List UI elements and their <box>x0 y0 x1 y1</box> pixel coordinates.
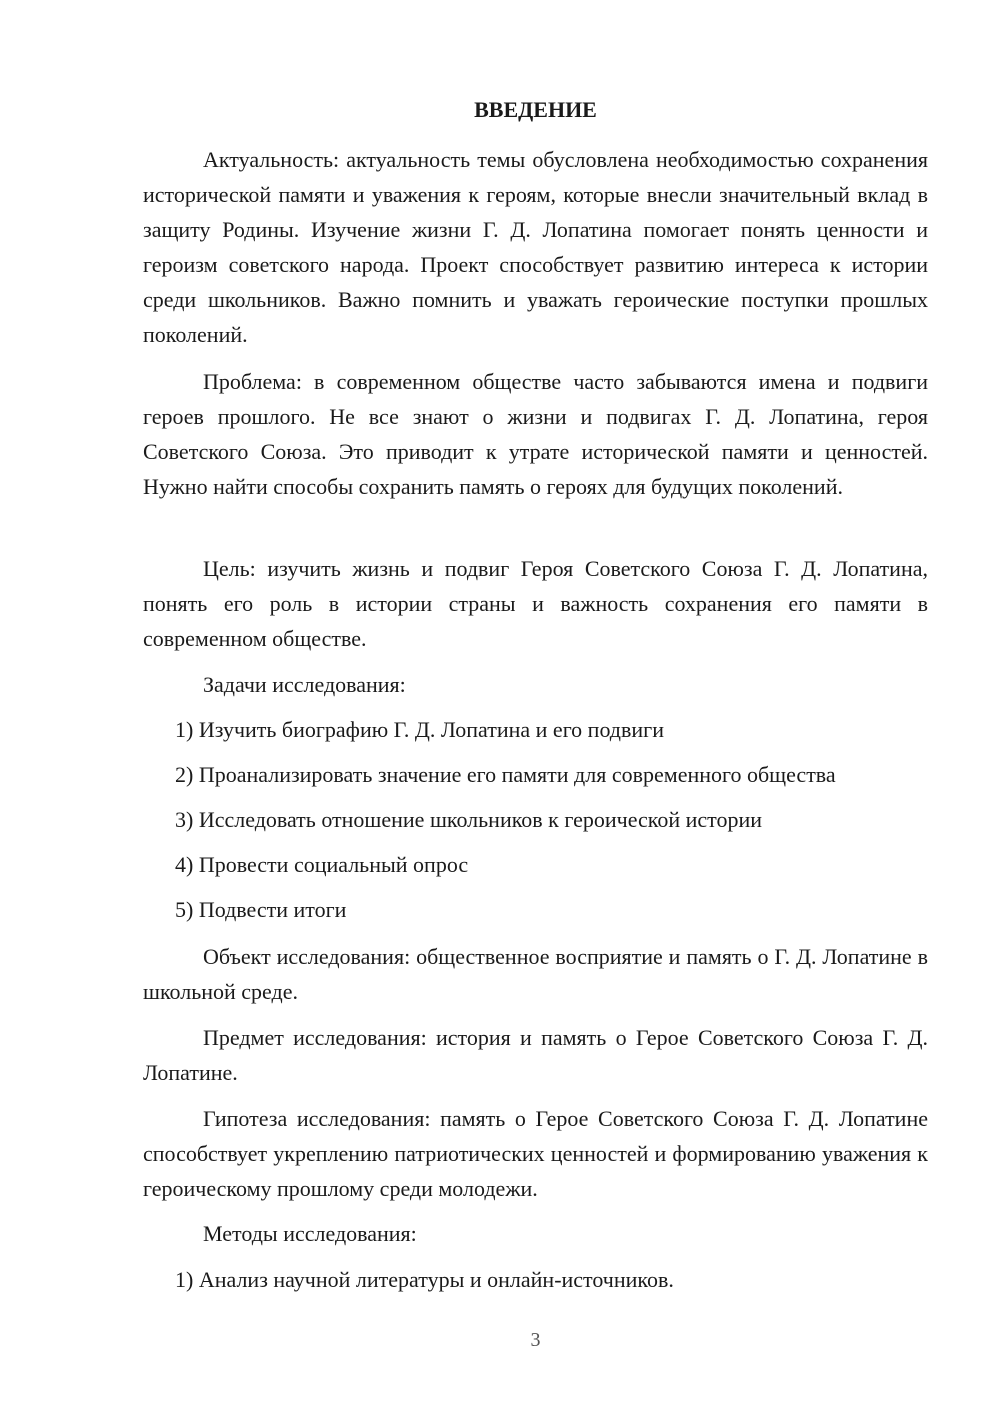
task-item: 4) Провести социальный опрос <box>175 852 469 877</box>
document-page <box>143 0 928 1414</box>
paragraph-hypothesis: Гипотеза исследования: память о Герое Советского Союза Г. Д. Лопатине способствует укреплению патриотических ценностей и формированию уважения к героическому прошлому среди молодежи. <box>143 1106 928 1201</box>
task-item: 2) Проанализировать значение его памяти для современного общества <box>175 762 836 787</box>
method-item: 1) Анализ научной литературы и онлайн-источников. <box>175 1267 674 1292</box>
page-title: ВВЕДЕНИЕ <box>474 97 597 122</box>
task-item: 3) Исследовать отношение школьников к героической истории <box>175 807 763 832</box>
tasks-heading: Задачи исследования: <box>203 672 406 697</box>
paragraph-subject: Предмет исследования: история и память о Герое Советского Союза Г. Д. Лопатине. <box>143 1025 928 1085</box>
task-item: 1) Изучить биографию Г. Д. Лопатина и его подвиги <box>175 717 664 742</box>
paragraph-object: Объект исследования: общественное восприятие и память о Г. Д. Лопатине в школьной среде. <box>143 944 928 1004</box>
methods-heading: Методы исследования: <box>203 1221 417 1246</box>
paragraph-goal: Цель: изучить жизнь и подвиг Героя Советского Союза Г. Д. Лопатина, понять его роль в истории страны и важность сохранения его памяти в современном обществе. <box>143 556 928 651</box>
paragraph-relevance: Актуальность: актуальность темы обусловлена необходимостью сохранения исторической памяти и уважения к героям, которые внесли значительный вклад в защиту Родины. Изучение жизни Г. Д. Лопатина помогает понять ценности и героизм советского народа. Проект способствует развитию интереса к истории среди школьников. Важно помнить и уважать героические поступки прошлых поколений. <box>143 147 928 347</box>
task-item: 5) Подвести итоги <box>175 897 347 922</box>
paragraph-problem: Проблема: в современном обществе часто забываются имена и подвиги героев прошлого. Не все знают о жизни и подвигах Г. Д. Лопатина, героя Советского Союза. Это приводит к утрате исторической памяти и ценностей. Нужно найти способы сохранить память о героях для будущих поколений. <box>143 369 928 499</box>
page-number: 3 <box>530 1329 541 1351</box>
